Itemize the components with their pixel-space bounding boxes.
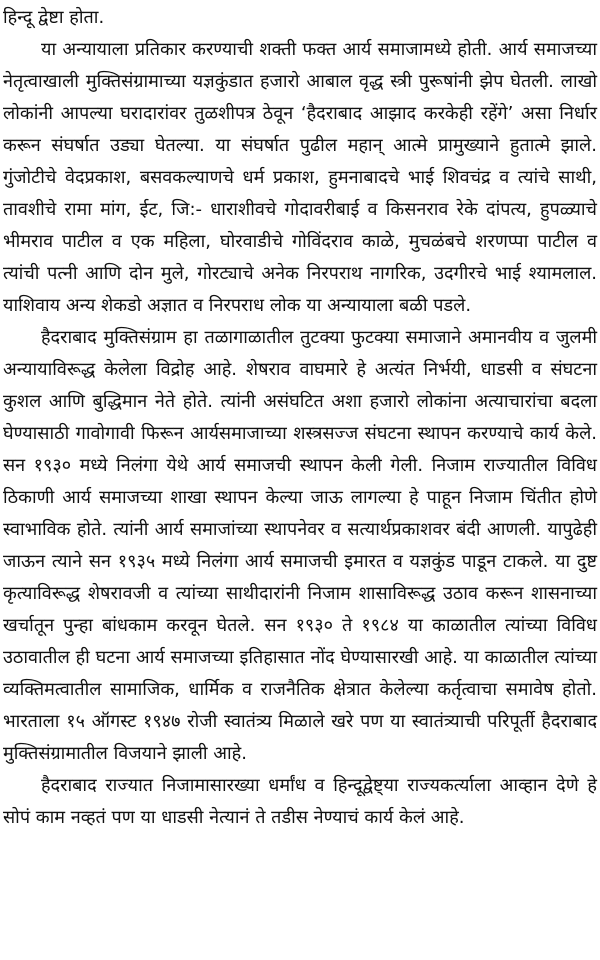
paragraph-continuation: हिन्दू द्वेष्टा होता. bbox=[3, 7, 105, 28]
paragraph-liberation-struggle: हैदराबाद मुक्तिसंग्राम हा तळागाळातील तुटक्या फुटक्या समाजाने अमानवीय व जुलमी अन्यायाविरूद्ध केलेला विद्रोह आहे. शेषराव वाघमारे हे अत्यंत निर्भयी, धाडसी व संघटना कुशल आणि बुद्धिमान नेते होते. त्यांनी असंघटित अशा हजारो लोकांना अत्याचारांचा बदला घेण्यासाठी गावोगावी फिरून आर्यसमाजाच्या शस्त्रसज्ज संघटना स्थापन करण्याचे कार्य केले. सन १९३० मध्ये निलंगा येथे आर्य समाजची स्थापन केली गेली. निजाम राज्यातील विविध ठिकाणी आर्य समाजच्या शाखा स्थापन केल्या जाऊ लागल्या हे पाहून निजाम चिंतीत होणे स्वाभाविक होते. त्यांनी आर्य समाजांच्या स्थापनेवर व सत्यार्थप्रकाशवर बंदी आणली. यापुढेही जाऊन त्याने सन १९३५ मध्ये निलंगा आर्य समाजची इमारत व यज्ञकुंड पाडून टाकले. या दुष्ट कृत्याविरूद्ध शेषरावजी व त्यांच्या साथीदारांनी निजाम शासाविरूद्ध उठाव करून शासनाच्या खर्चातून पुन्हा बांधकाम करवून घेतले. सन १९३० ते १९८४ या काळातील त्यांच्या विविध उठावातील ही घटना आर्य समाजच्या इतिहासात नोंद घेण्यासारखी आहे. या काळातील त्यांच्या व्यक्तिमत्वातील सामाजिक, धार्मिक व राजनैतिक क्षेत्रात केलेल्या कर्तृत्वाचा समावेष होतो. भारताला १५ ऑगस्ट १९४७ रोजी स्वातंत्र्य मिळाले खरे पण या स्वातंत्र्याची परिपूर्ती हैदराबाद मुक्तिसंग्रामातील विजयाने झाली आहे. bbox=[3, 327, 597, 764]
paragraph-arya-samaj-resistance: या अन्यायाला प्रतिकार करण्याची शक्ती फक्त आर्य समाजामध्ये होती. आर्य समाजच्या नेतृत्वाखाली मुक्तिसंग्रामाच्या यज्ञकुंडात हजारो आबाल वृद्ध स्त्री पुरूषांनी झेप घेतली. लाखो लोकांनी आपल्या घरादारांवर तुळशीपत्र ठेवून ‘हैदराबाद आझाद करकेही रहेंगे’ असा निर्धार करून संघर्षात उड्या घेतल्या. या संघर्षात पुढील महान् आत्मे प्रामुख्याने हुतात्मे झाले. गुंजोटीचे वेदप्रकाश, बसवकल्याणचे धर्म प्रकाश, हुमनाबादचे भाई शिवचंद्र व त्यांचे साथी, तावशीचे रामा मांग, ईट, जि:- धाराशीवचे गोदावरीबाई व किसनराव रेके दांपत्य, हुपळ्याचे भीमराव पाटील व एक महिला, घोरवाडीचे गोविंदराव काळे, मुचळंबचे शरणप्पा पाटील व त्यांची पत्नी आणि दोन मुले, गोरट्याचे अनेक निरपराथ नागरिक, उदगीरचे भाई श्यामलाल. याशिवाय अन्य शेकडो अज्ञात व निरपराध लोक या अन्यायाला बळी पडले. bbox=[3, 39, 597, 316]
paragraph-leader-courage: हैदराबाद राज्यात निजामासारख्या धर्मांध व हिन्दूद्वेष्ट्या राज्यकर्त्याला आव्हान देणे हे सोपं काम नव्हतं पण या धाडसी नेत्यानं ते तडीस नेण्याचं कार्य केलं आहे. bbox=[3, 775, 597, 828]
